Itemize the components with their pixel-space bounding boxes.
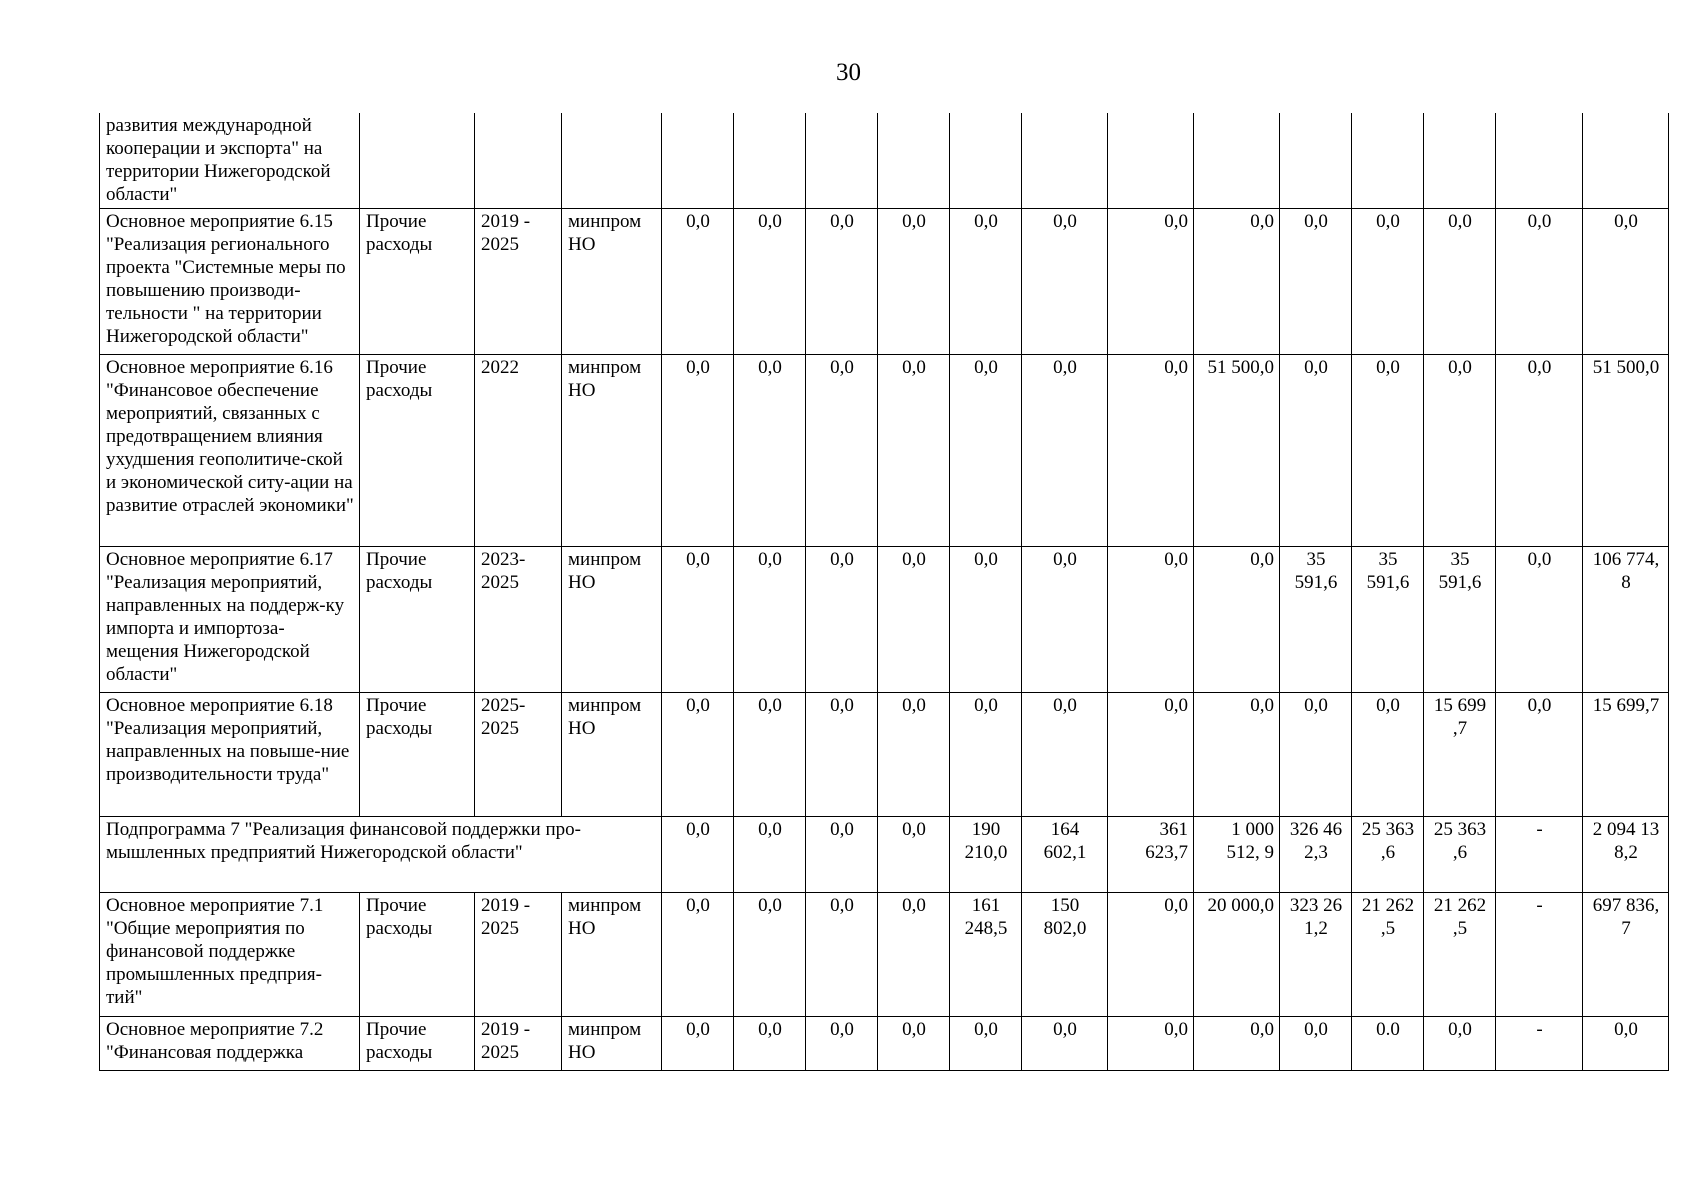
value-cell: 697 836, 7 xyxy=(1583,893,1669,1017)
expense-type-cell: Прочие расходы xyxy=(360,209,475,355)
value-cell: 326 46 2,3 xyxy=(1280,817,1352,893)
value-cell: 21 262 ,5 xyxy=(1352,893,1424,1017)
value-cell: 0,0 xyxy=(1194,693,1280,817)
value-cell: 2 094 13 8,2 xyxy=(1583,817,1669,893)
value-cell: 161 248,5 xyxy=(950,893,1022,1017)
subprogram-name-cell: Подпрограмма 7 "Реализация финансовой поддержки про-мышленных предприятий Нижегородской области" xyxy=(100,817,662,893)
years-cell xyxy=(475,113,562,209)
value-cell: 0,0 xyxy=(662,547,734,693)
value-cell xyxy=(1352,113,1424,209)
budget-table xyxy=(99,113,1669,1071)
years-cell: 2019 - 2025 xyxy=(475,1017,562,1071)
value-cell: 35 591,6 xyxy=(1280,547,1352,693)
expense-type-cell: Прочие расходы xyxy=(360,1017,475,1071)
value-cell: 0,0 xyxy=(734,355,806,547)
page-number: 30 xyxy=(836,59,861,86)
executor-cell xyxy=(562,113,662,209)
value-cell: 190 210,0 xyxy=(950,817,1022,893)
value-cell: 0,0 xyxy=(1022,355,1108,547)
value-cell: 0,0 xyxy=(1022,693,1108,817)
expense-type-cell: Прочие расходы xyxy=(360,893,475,1017)
value-cell: 0,0 xyxy=(1496,355,1583,547)
value-cell: 0,0 xyxy=(734,693,806,817)
years-cell: 2022 xyxy=(475,355,562,547)
value-cell: 0,0 xyxy=(662,355,734,547)
value-cell: 25 363 ,6 xyxy=(1352,817,1424,893)
executor-cell: минпром НО xyxy=(562,355,662,547)
activity-name-cell: развития международной кооперации и экспорта" на территории Нижегородской области" xyxy=(100,113,360,209)
executor-cell: минпром НО xyxy=(562,1017,662,1071)
value-cell: 0,0 xyxy=(806,355,878,547)
value-cell: 0,0 xyxy=(950,693,1022,817)
value-cell xyxy=(1424,113,1496,209)
value-cell: 0,0 xyxy=(662,893,734,1017)
value-cell: - xyxy=(1496,893,1583,1017)
value-cell: 0,0 xyxy=(878,693,950,817)
value-cell: 0,0 xyxy=(950,1017,1022,1071)
value-cell: 0,0 xyxy=(1194,209,1280,355)
value-cell: 0,0 xyxy=(1194,1017,1280,1071)
value-cell: 0,0 xyxy=(1108,693,1194,817)
value-cell: 0,0 xyxy=(1424,1017,1496,1071)
value-cell: 361 623,7 xyxy=(1108,817,1194,893)
value-cell xyxy=(1022,113,1108,209)
expense-type-cell: Прочие расходы xyxy=(360,693,475,817)
value-cell: 0,0 xyxy=(878,547,950,693)
value-cell: 0,0 xyxy=(1280,209,1352,355)
expense-type-cell: Прочие расходы xyxy=(360,547,475,693)
value-cell xyxy=(806,113,878,209)
value-cell xyxy=(1194,113,1280,209)
years-cell: 2023-2025 xyxy=(475,547,562,693)
value-cell: 106 774, 8 xyxy=(1583,547,1669,693)
years-cell: 2019 - 2025 xyxy=(475,893,562,1017)
value-cell: 0.0 xyxy=(1352,1017,1424,1071)
value-cell: 0,0 xyxy=(878,209,950,355)
value-cell xyxy=(734,113,806,209)
table-row xyxy=(100,1017,1669,1071)
value-cell: 35 591,6 xyxy=(1352,547,1424,693)
value-cell: - xyxy=(1496,1017,1583,1071)
years-cell: 2019 - 2025 xyxy=(475,209,562,355)
value-cell: 0,0 xyxy=(1496,547,1583,693)
activity-name-cell: Основное мероприятие 6.15 "Реализация регионального проекта "Системные меры по повышению производи-тельности " на территории Нижегородской области" xyxy=(100,209,360,355)
table-row xyxy=(100,355,1669,547)
value-cell: 0,0 xyxy=(1280,1017,1352,1071)
value-cell: - xyxy=(1496,817,1583,893)
value-cell: 150 802,0 xyxy=(1022,893,1108,1017)
value-cell xyxy=(878,113,950,209)
table-row xyxy=(100,209,1669,355)
value-cell: 0,0 xyxy=(1108,355,1194,547)
value-cell: 1 000 512, 9 xyxy=(1194,817,1280,893)
value-cell: 0,0 xyxy=(878,817,950,893)
value-cell: 0,0 xyxy=(1194,547,1280,693)
executor-cell: минпром НО xyxy=(562,893,662,1017)
value-cell xyxy=(1280,113,1352,209)
value-cell: 0,0 xyxy=(950,547,1022,693)
value-cell: 35 591,6 xyxy=(1424,547,1496,693)
value-cell: 0,0 xyxy=(1583,1017,1669,1071)
executor-cell: минпром НО xyxy=(562,693,662,817)
value-cell: 0,0 xyxy=(1280,355,1352,547)
value-cell: 0,0 xyxy=(662,693,734,817)
value-cell: 0,0 xyxy=(734,547,806,693)
value-cell: 0,0 xyxy=(1022,209,1108,355)
value-cell: 0,0 xyxy=(950,355,1022,547)
value-cell: 0,0 xyxy=(1108,1017,1194,1071)
activity-name-cell: Основное мероприятие 6.17 "Реализация мероприятий, направленных на поддерж-ку импорта и импортоза-мещения Нижегородской области" xyxy=(100,547,360,693)
value-cell: 0,0 xyxy=(662,817,734,893)
value-cell: 0,0 xyxy=(1583,209,1669,355)
expense-type-cell: Прочие расходы xyxy=(360,355,475,547)
value-cell: 0,0 xyxy=(806,209,878,355)
value-cell: 25 363 ,6 xyxy=(1424,817,1496,893)
value-cell: 323 26 1,2 xyxy=(1280,893,1352,1017)
value-cell: 0,0 xyxy=(734,817,806,893)
value-cell: 0,0 xyxy=(806,817,878,893)
value-cell: 0,0 xyxy=(878,355,950,547)
value-cell: 0,0 xyxy=(1496,209,1583,355)
value-cell: 0,0 xyxy=(1424,209,1496,355)
value-cell: 0,0 xyxy=(878,1017,950,1071)
activity-name-cell: Основное мероприятие 7.2 "Финансовая поддержка xyxy=(100,1017,360,1071)
value-cell: 0,0 xyxy=(662,1017,734,1071)
activity-name-cell: Основное мероприятие 7.1 "Общие мероприятия по финансовой поддержке промышленных предприя-тий" xyxy=(100,893,360,1017)
activity-name-cell: Основное мероприятие 6.16 "Финансовое обеспечение мероприятий, связанных с предотвращением влияния ухудшения геополитиче-ской и экономической ситу-ации на развитие отраслей экономики" xyxy=(100,355,360,547)
value-cell: 0,0 xyxy=(1280,693,1352,817)
value-cell: 0,0 xyxy=(1108,547,1194,693)
value-cell: 0,0 xyxy=(1424,355,1496,547)
expense-type-cell xyxy=(360,113,475,209)
table-row xyxy=(100,113,1669,209)
value-cell: 0,0 xyxy=(734,893,806,1017)
subprogram-row xyxy=(100,817,1669,893)
value-cell: 0,0 xyxy=(1108,893,1194,1017)
value-cell: 0,0 xyxy=(1108,209,1194,355)
value-cell: 0,0 xyxy=(878,893,950,1017)
executor-cell: минпром НО xyxy=(562,209,662,355)
value-cell: 0,0 xyxy=(950,209,1022,355)
years-cell: 2025-2025 xyxy=(475,693,562,817)
value-cell xyxy=(662,113,734,209)
value-cell: 0,0 xyxy=(734,209,806,355)
value-cell: 0,0 xyxy=(806,1017,878,1071)
value-cell xyxy=(1108,113,1194,209)
table-row xyxy=(100,893,1669,1017)
value-cell: 0,0 xyxy=(1352,355,1424,547)
value-cell xyxy=(1583,113,1669,209)
value-cell: 20 000,0 xyxy=(1194,893,1280,1017)
value-cell xyxy=(1496,113,1583,209)
value-cell: 15 699,7 xyxy=(1583,693,1669,817)
value-cell: 0,0 xyxy=(1022,1017,1108,1071)
value-cell: 0,0 xyxy=(806,693,878,817)
value-cell: 0,0 xyxy=(734,1017,806,1071)
value-cell: 0,0 xyxy=(1022,547,1108,693)
value-cell: 0,0 xyxy=(806,893,878,1017)
value-cell xyxy=(950,113,1022,209)
executor-cell: минпром НО xyxy=(562,547,662,693)
value-cell: 0,0 xyxy=(806,547,878,693)
value-cell: 0,0 xyxy=(1352,693,1424,817)
value-cell: 21 262 ,5 xyxy=(1424,893,1496,1017)
table-row xyxy=(100,693,1669,817)
value-cell: 51 500,0 xyxy=(1194,355,1280,547)
table-row xyxy=(100,547,1669,693)
value-cell: 0,0 xyxy=(1496,693,1583,817)
value-cell: 0,0 xyxy=(1352,209,1424,355)
value-cell: 0,0 xyxy=(662,209,734,355)
value-cell: 164 602,1 xyxy=(1022,817,1108,893)
activity-name-cell: Основное мероприятие 6.18 "Реализация мероприятий, направленных на повыше-ние производительности труда" xyxy=(100,693,360,817)
value-cell: 15 699 ,7 xyxy=(1424,693,1496,817)
value-cell: 51 500,0 xyxy=(1583,355,1669,547)
